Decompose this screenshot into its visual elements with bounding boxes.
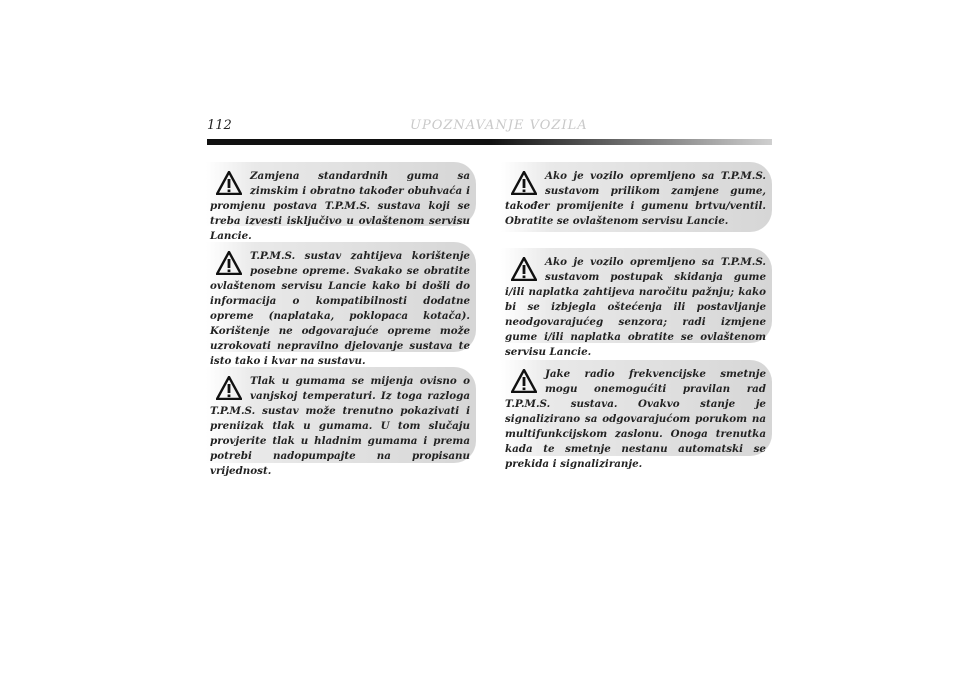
warning-text-6: Jake radio frekvencijske smetnje mogu onemogućiti pravilan rad T.P.M.S. sustava. Ovakvo stanje je signalizirano sa odgovarajućom porukom na multifunkcijskom zaslonu. Onoga trenutka kada te smetnje nestanu automatski se prekida i signaliziranje. <box>505 368 766 470</box>
warning-box-2 <box>206 242 476 367</box>
warning-triangle-icon <box>511 369 537 393</box>
warning-text-1: Zamjena standardnih guma sa zimskim i obratno također obuhvaća i promjenu postava T.P.M.S. sustava koji se treba izvesti isključivo u ovlaštenom servisu Lancie. <box>210 170 470 242</box>
warning-triangle-icon <box>216 171 242 195</box>
page-number: 112 <box>207 118 232 133</box>
warning-triangle-icon <box>511 171 537 195</box>
warning-text-3: Tlak u gumama se mijenja ovisno o vanjskoj temperaturi. Iz toga razloga T.P.M.S. sustav može trenutno pokazivati i preniizak tlak u gumama. U tom slučaju provjerite tlak u hladnim gumama i prema potrebi nadopumpajte na propisanu vrijednost. <box>210 375 470 477</box>
warning-text-5: Ako je vozilo opremljeno sa T.P.M.S. sustavom postupak skidanja gume i/ili naplatka zahtijeva naročitu pažnju; kako bi se izbjegla oštećenja ili postavljanje neodgovarajućeg senzora; radi izmjene gume i/ili naplatka obratite se ovlaštenom servisu Lancie. <box>505 256 766 358</box>
warning-triangle-icon <box>216 376 242 400</box>
section-title: UPOZNAVANJE VOZILA <box>410 118 588 133</box>
warning-box-3 <box>206 367 476 477</box>
warning-text-4: Ako je vozilo opremljeno sa T.P.M.S. sustavom prilikom zamjene gume, također promijenite i gumenu brtvu/ventil. Obratite se ovlaštenom servisu Lancie. <box>505 170 766 227</box>
warning-box-6 <box>501 360 772 470</box>
warning-box-5 <box>501 248 772 358</box>
header-rule <box>207 139 772 145</box>
warning-text-2: T.P.M.S. sustav zahtijeva korištenje posebne opreme. Svakako se obratite ovlaštenom servisu Lancie kako bi došli do informacija o kompatibilnosti dodatne opreme (naplataka, poklopaca kotača). Korištenje ne odgovarajuće opreme može uzrokovati nepravilno djelovanje sustava te isto tako i kvar na sustavu. <box>210 250 470 367</box>
warning-box-4 <box>501 162 772 232</box>
warning-triangle-icon <box>216 251 242 275</box>
warning-triangle-icon <box>511 257 537 281</box>
warning-box-1 <box>206 162 476 242</box>
